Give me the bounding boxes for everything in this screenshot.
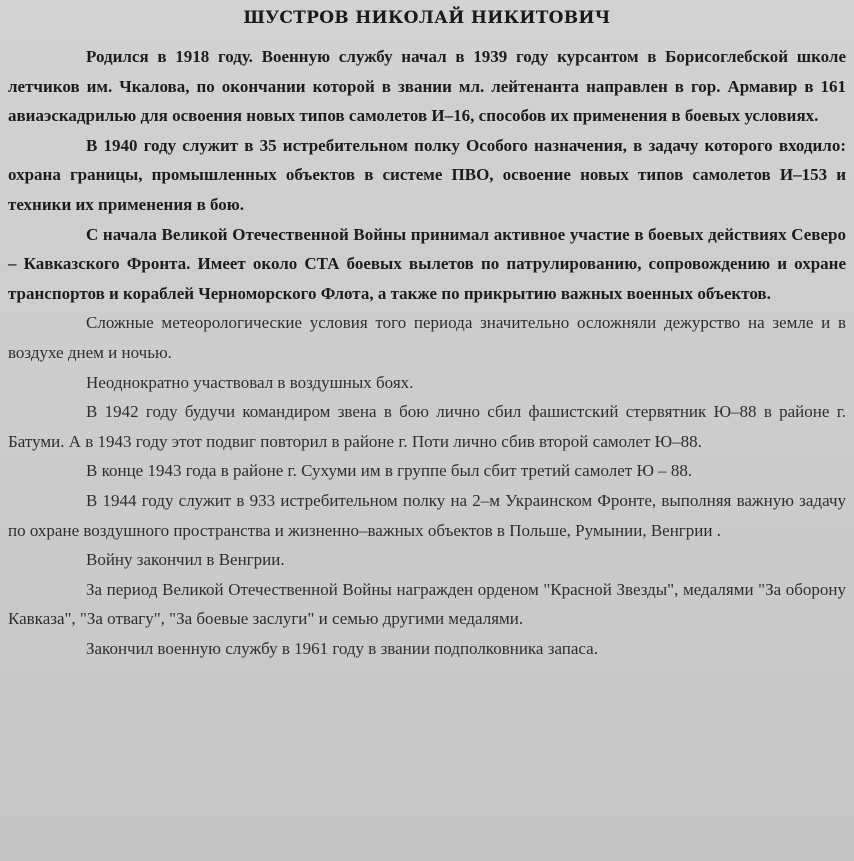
paragraph-awards: За период Великой Отечественной Войны награжден орденом "Красной Звезды", медалями "За оборону Кавказа", "За отвагу", "За боевые заслуги" и семью другими медалями. [8, 579, 846, 629]
paragraph-weather: Сложные метеорологические условия того периода значительно осложняли дежурство на земле и в воздухе днем и ночью. [8, 313, 846, 362]
document-title: ШУСТРОВ НИКОЛАЙ НИКИТОВИЧ [243, 8, 611, 28]
paragraph-birth: Родился в 1918 году. Военную службу начал в 1939 году курсантом в Борисоглебской школе летчиков им. Чкалова, по окончании которой в звании мл. лейтенанта направлен в гор. Армавир в 161 авиаэскадрилью для освоения новых типов самолетов И–16, способов их применения в боевых условиях. [8, 47, 846, 126]
paragraph-1940: В 1940 году служит в 35 истребительном полку Особого назначения, в задачу которого входило: охрана границы, промышленных объектов в системе ПВО, освоение новых типов самолетов И–153 и техники их применения в бою. [8, 135, 846, 214]
paragraph-retirement: Закончил военную службу в 1961 году в звании подполковника запаса. [86, 638, 598, 658]
paragraph-war-start: С начала Великой Отечественной Войны принимал активное участие в боевых действиях Северо – Кавказского Фронта. Имеет около СТА боевых вылетов по патрулированию, сопровождению и охране транспортов и кораблей Черноморского Флота, а также по прикрытию важных военных объектов. [8, 224, 846, 303]
paragraph-war-end: Войну закончил в Венгрии. [86, 550, 285, 570]
paragraph-air-battles: Неоднократно участвовал в воздушных боях. [86, 372, 414, 392]
paragraph-1942: В 1942 году будучи командиром звена в бою лично сбил фашистский стервятник Ю–88 в районе г. Батуми. А в 1943 году этот подвиг повторил в районе г. Поти лично сбив второй самолет Ю–88. [8, 402, 846, 451]
paragraph-1943: В конце 1943 года в районе г. Сухуми им в группе был сбит третий самолет Ю – 88. [86, 461, 693, 481]
paragraph-1944: В 1944 году служит в 933 истребительном полку на 2–м Украинском Фронте, выполняя важную задачу по охране воздушного пространства и жизненно–важных объектов в Польше, Румынии, Венгрии . [8, 490, 846, 540]
biography-text [8, 42, 846, 663]
